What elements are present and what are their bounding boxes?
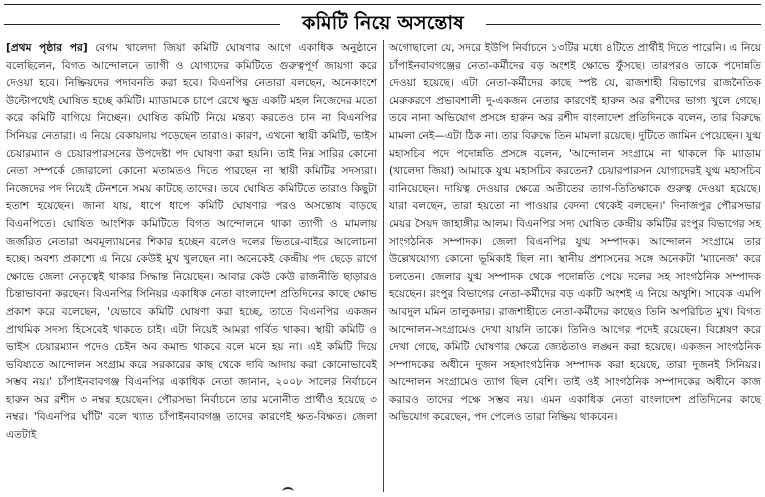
headline-rule-right: [486, 24, 761, 25]
cut-mark-bottom: [282, 487, 294, 497]
article-column-left: [6, 40, 377, 492]
jump-bracket-open: [: [6, 42, 11, 54]
right-column-body: অগোছালো যে, সদরে ইউপি নির্বাচনে ১৩টির মধ্যে ৪টিতে প্রার্থীই দিতে পারেনি। এ নিয়ে চাঁপাইনবাবগঞ্জের নেতা-কর্মীদের বড় অংশই ক্ষোভে ফুঁসছে। তারপরও তাকে পদোন্নতি দেওয়া হয়েছে। এটা নেতা-কর্মীদের কাছে স্পষ্ট যে, রাজশাহী বিভাগের রাজনৈতিক মেরুকরণে প্রভাবশালী দু-একজন নেতার কারণেই হারুন অর রশীদের ভাগ্য খুলে গেছে। তবে নানা অভিযোগ প্রসঙ্গে হারুন অর রশীদ বাংলাদেশ প্রতিদিনকে বলেন, তার বিরুদ্ধে মামলা নেই—এটা ঠিক না। তার বিরুদ্ধে তিন মামলা রয়েছে। দুটিতে জামিন পেয়েছেন। যুগ্ম মহাসচিব পদে পদোন্নতি প্রসঙ্গে বলেন, 'আন্দোলন সংগ্রামে না থাকলে কি ম্যাডাম (খালেদা জিয়া) আমাকে যুগ্ম মহাসচিব করতেন? চেয়ারপারসন যোগ্যদেরই যুগ্ম মহাসচিব বানিয়েছেন। দায়িত্ব দেওয়ার ক্ষেত্রে অতীতের ত্যাগ-তিতিক্ষাকে গুরুত্ব দেওয়া হয়েছে। যারা বলছেন, তারা হয়তো না পাওয়ার বেদনা থেকেই বলছেন।' দিনাজপুর পৌরসভার মেয়র সৈয়দ জাহাঙ্গীর আলম। বিএনপির সদ্য ঘোষিত কেন্দ্রীয় কমিটির রংপুর বিভাগের সহ সাংগঠনিক সম্পাদক। জেলা বিএনপির যুগ্ম সম্পাদক। আন্দোলন সংগ্রামে তার উল্লেখযোগ্য কোনো ভূমিকাই ছিল না। স্থানীয় প্রশাসনের সঙ্গে অনেকটা 'ম্যানেজ' করে চলতেন। জেলার যুগ্ম সম্পাদক থেকে পদোন্নতি পেয়ে দলের সহ সাংগঠনিক সম্পাদক হয়েছেন। রংপুর বিভাগের নেতা-কর্মীদের বড় একটি অংশই এ নিয়ে অখুশি। সাবেক এমপি আবদুল মমিন তালুকদার। রাজশাহীতে নেতা-কর্মীদের কাছেও তিনি অপরিচিত মুখ। বিগত আন্দোলন-সংগ্রামেও দেখা যায়নি তাকে। তিনিও আগের পদেই রয়েছেন। বিশ্লেষণ করে দেখা গেছে, কমিটি ঘোষণার ক্ষেত্রে জ্যেষ্ঠতাও লঙ্ঘন করা হয়েছে। একজন সাংগঠনিক সম্পাদকের অধীনে দুজন সহসাংগঠনিক সম্পাদক করা হয়েছে, তারা দুজনই সিনিয়র। আন্দোলন সংগ্রামেও ত্যাগ ছিল বেশি। তাই ওই সাংগঠনিক সম্পাদকের অধীনে কাজ করারও তাদের পক্ষে সম্ভব নয়। এমন একাধিক নেতা বাংলাদেশ প্রতিদিনের কাছে অভিযোগ করেছেন, পদ পেলেও তারা নিষ্ক্রিয় থাকবেন।: [389, 42, 761, 424]
article-column-right: [389, 40, 761, 492]
continuation-label: প্রথম পৃষ্ঠার পর: [10, 42, 83, 54]
headline: কমিটি নিয়ে অসন্তোষ: [302, 12, 464, 34]
jump-bracket-close: ]: [82, 42, 88, 54]
top-rule: [4, 4, 761, 5]
left-column-text: [6, 40, 377, 445]
column-divider: [383, 40, 384, 492]
headline-rule-left: [4, 24, 280, 25]
left-column-body: বেগম খালেদা জিয়া কমিটি ঘোষণার আগে একাধিক অনুষ্ঠানে বলেছিলেন, বিগত আন্দোলনে ত্যাগী ও যোগ্যদের কমিটিতে গুরুত্বপূর্ণ জায়গা করে দেওয়া হবে। নিষ্ক্রিয়দের পদাবনতি করা হবে। বিএনপির নেতারা বলছেন, অনেকাংশে উল্টোপথেই ঘোষিত হচ্ছে কমিটি। ম্যাডামকে চাপে রেখে ক্ষুদ্র একটি মহল নিজেদের মতো করে কমিটি বাগিয়ে নিচ্ছেন। ঘোষিত কমিটি নিয়ে মন্তব্য করতেও চান না বিএনপির সিনিয়র নেতারা। এ নিয়ে বেকায়দায় পড়েছেন তারাও। কারণ, এখনো স্থায়ী কমিটি, ভাইস চেয়ারম্যান ও চেয়ারপারসনের উপদেষ্টা পদ ঘোষণা করা হয়নি। তাই নিম্ন সারির কোনো নেতা সম্পর্কে জোরালো কোনো মতামতও দিতে পারছেন না স্থায়ী কমিটির সদস্যরা। নিজেদের পদ নিয়েই টেনশনে সময় কাটছে তাদের। তবে ঘোষিত কমিটিতে তারাও কিছুটা হতাশ হয়েছেন। জানা যায়, ধাপে ধাপে কমিটি ঘোষণার পরও অসন্তোষ বাড়ছে বিএনপিতে। ঘোষিত আংশিক কমিটিতে বিগত আন্দোলনে থাকা ত্যাগী ও মামলায় জর্জরিত নেতারা অবমূল্যায়নের শিকার হচ্ছেন বলেও দলের ভিতরে-বাইরে আলোচনা হচ্ছে। অবশ্য প্রকাশ্যে এ নিয়ে কেউই মুখ খুলছেন না। অনেকেই কেন্দ্রীয় পদ ছেড়ে রাগে ক্ষোভে জেলা নেতৃত্বেই থাকার সিদ্ধান্ত নিয়েছেন। আবার কেউ কেউ রাজনীতি ছাড়ারও চিন্তাভাবনা করছেন। বিএনপির সিনিয়র একাধিক নেতা বাংলাদেশ প্রতিদিনের কাছে ক্ষোভ প্রকাশ করে বলেছেন, 'যেভাবে কমিটি ঘোষণা করা হচ্ছে, তাতে বিএনপির একজন প্রাথমিক সদস্য হিসেবেই থাকতে চাই। এটা নিয়েই আমরা গর্বিত থাকব। স্থায়ী কমিটি ও ভাইস চেয়ারম্যান পদেও চেইন অব কমান্ড থাকবে বলে মনে হয় না। এই কমিটি দিয়ে ভবিষ্যতে আন্দোলন সংগ্রাম করে সরকারের কাছ থেকে দাবি আদায় করা কোনোভাবেই সম্ভব নয়।' চাঁপাইনবাবগঞ্জ বিএনপির একাধিক নেতা জানান, ২০০৮ সালের নির্বাচনে হারুন অর রশীদ ৩ নম্বর হয়েছেন। পৌরসভা নির্বাচনে তার মনোনীত প্রার্থীও হয়েছে ৩ নম্বর। 'বিএনপির ঘাঁটি' বলে খ্যাত চাঁপাইনবাবগঞ্জ তাদের কারণেই ক্ষত-বিক্ষত। জেলা এতটাই: [6, 42, 377, 442]
